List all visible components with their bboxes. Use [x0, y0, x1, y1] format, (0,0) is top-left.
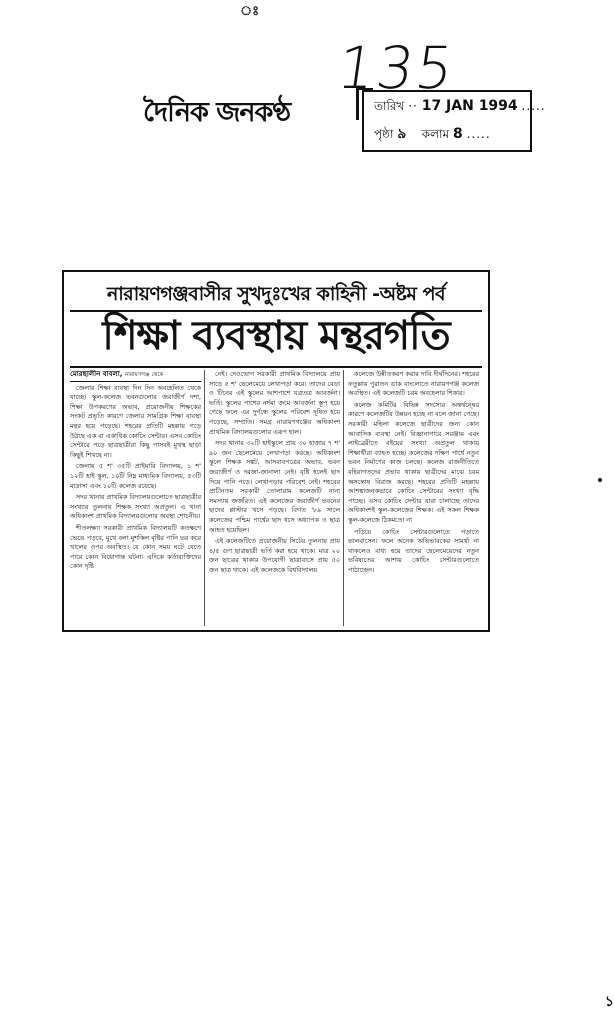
stamp-corner-mark	[356, 88, 373, 120]
byline-place: নারায়ণগঞ্জ থেকে	[124, 372, 164, 378]
article-paragraph: নেই। দেওভোগ সরকারী প্রাথমিক বিদ্যালয়ে প্রায় সাড়ে ৫ শ' ছেলেমেয়ে লেখাপড়া করে। তাদের বেড়া ও টিনের এই স্কুলের আশপাশে যত্রতত্র আবর্জনা। ভর্তি। স্কুলের পাশের নর্দমা জমে আবর্জনা স্তূপ হয়ে গেছে ফলে এর দুর্গন্ধে স্কুলের পরিবেশ দূষিত হয়ে পড়েছে, সম্প্রতি। সমগ্র নারায়ণগঞ্জের অধিকাংশ প্রাথমিক বিদ্যালয়গুলোর এরূপ হাল।	[209, 370, 340, 436]
series-headline: নারায়ণগঞ্জবাসীর সুখদুঃখের কাহিনী -অষ্টম পর্ব	[106, 283, 446, 305]
newspaper-name: দৈনিক জনকণ্ঠ	[143, 97, 291, 128]
stamp-page-value: ৯	[397, 126, 407, 142]
stamp-dots: .....	[521, 99, 546, 113]
edge-mark-bottom: ১	[604, 994, 614, 1010]
byline	[70, 370, 201, 382]
article-column-2	[209, 370, 344, 626]
article-paragraph: সদর থানার প্রাথমিক বিদ্যালয়গুলোতে ছাত্রছাত্রীর সংখ্যার তুলনায় শিক্ষক সংখ্যা অপ্রতুল। এ থানা অধিকাংশ প্রাথমিক বিদ্যালয়গুলোর অবস্থা শোচনীয়।	[70, 493, 201, 521]
article-clipping	[62, 270, 490, 632]
stamp-dots: ··	[408, 99, 418, 113]
stamp-page-row	[374, 122, 491, 146]
article-paragraph: পড়িয়ে কোচিং সেন্টারগুলোতে পড়াতে ভালবাসেন। ফলে অনেক অভিভাবকের সামর্থ্য না থাকলেও বাধ্য হয়ে তাদের ছেলেমেয়েদের নতুন ভবিষ্যতের আশায় কোচিং সেন্টারগুলোতে পাঠাচ্ছেন।	[348, 527, 479, 574]
stamp-page-label: পৃষ্ঠা	[374, 127, 394, 141]
headline-divider	[70, 366, 482, 368]
article-paragraph: সদর থানার ৩২টি হাইস্কুলে প্রায় ৩০ হাজার ৭ শ' ৯০ জন ছেলেমেয়ে লেখাপড়া করছে। অধিকাংশ স্কুলে শিক্ষক সঙ্কট, আসবাবপত্রের অভাব, ভবন জরাজীর্ণ ও দরজা-জানালা নেই। বৃষ্টি হলেই ছাদ দিয়ে পানি পড়ে। লেখাপড়ার পরিবেশ নেই। শহরের প্রাচীনতম সরকারী তোলারাম কলেজটি নানা সমস্যায় জর্জরিত। এই কলেজের জরাজীর্ণ ভবনের ছাদের প্লাস্টার খসে পড়ছে। বিগত '৮৯ সালে কলেজের পশ্চিম পার্শ্বের ছাদ ধসে অধ্যাপক ও ছাত্র আহত হয়েছিল।	[209, 439, 340, 534]
stamp-date-row	[374, 98, 546, 118]
article-paragraph: শীতলক্ষ্যা সরকারী প্রাথমিক বিদ্যালয়টি কতক্ষণে ভেঙে পড়বে, মুখে বলা মুশকিল বৃষ্টির পানি ভর করে খালের ওপর অবস্থিত। যে কোন সময় ঘটে যেতে পারে কোন বিয়োগান্ত ঘটনা। এদিকে কর্তাব্যক্তিদের কোন দৃষ্টি	[70, 523, 201, 571]
article-column-3	[348, 370, 482, 626]
handwritten-archive-number: 135	[333, 34, 460, 102]
stamp-date-value: 17 JAN 1994	[421, 98, 518, 114]
stamp-column-label: কলাম	[421, 127, 450, 141]
article-paragraph: জেলায় ৫ শ' ৩৫টি প্রাইমারি বিদ্যালয়, ১ শ' ১২টি হাই স্কুল, ১০টি নিম্ন মাধ্যমিক বিদ্যালয়, ৫৩টি মাদ্রাসা এবং ১০টি কলেজ রয়েছে।	[70, 462, 201, 490]
article-columns	[70, 370, 482, 626]
article-column-1	[70, 370, 205, 626]
article-paragraph: এই কলেজটিতে প্রয়োজনীয় সিটের তুলনায় প্রায় ৪/৫ গুণ ছাত্রছাত্রী ভর্তি করা হয়ে থাকে। মাত্র ২০ জন ছাত্রের থাকার উপযোগী ছাত্রাবাসে প্রায় ৫০ জন ছাত্র থাকে। এই কলেজকে বিশ্ববিদ্যালয়	[209, 537, 340, 574]
edge-dot	[598, 478, 602, 482]
main-headline: শিক্ষা ব্যবস্থায় মন্থরগতি	[102, 313, 450, 359]
date-stamp	[362, 90, 546, 152]
byline-name: মোরছালীন বাবলা,	[70, 370, 123, 378]
edge-mark-top: ঃ	[240, 4, 260, 19]
article-paragraph: জেলার শিক্ষা ব্যবস্থা দিন দিন অবহেলিত থেকে যাচ্ছে। স্কুল-কলেজ ভবনগুলোর জরাজীর্ণ দশা, শিক্ষা উপকরণের অভাব, প্রয়োজনীয় শিক্ষকের সংকট প্রভৃতি কারণে জেলার সামগ্রিক শিক্ষা ব্যবস্থা মন্থর হয়ে পড়েছে। শহরের প্রতিটি মহল্লায় গড়ে উঠছে এক বা একাধিক কোচিং সেন্টার। এসব কোচিং সেন্টারে পড়ে ছাত্রছাত্রীরা কিছু পাসবই মুখস্থ ছাড়া কিছুই শিখছে না।	[70, 383, 201, 459]
stamp-date-label: তারিখ	[374, 99, 405, 113]
article-paragraph: কলেজে উন্নীতকরণ করার দাবি দীর্ঘদিনের। শহরের ফতুল্লায় পুরাতন ডাক বাংলোতে নারায়ণগঞ্জ কলেজ অবস্থিত। এই কলেজটি চরম অবহেলার শিকার।	[348, 370, 479, 398]
stamp-column-value: 8	[452, 126, 463, 142]
article-paragraph: কলেজ কমিটির বিভিন্ন সদস্যের অন্তর্দ্বন্দ্বের কারণে কলেজটির উন্নয়ন হচ্ছে না বলে জানা গেছে। সরকারী মহিলা কলেজে ছাত্রীদের জন্য কোন আবাসিক ব্যবস্থা নেই। বিজ্ঞানাগারে সরঞ্জাম এবং লাইব্রেরীতে বইয়ের সংখ্যা অপ্রতুল থাকায় শিক্ষার্থীরা ব্যাহত হচ্ছে। কলেজের দক্ষিণ পার্শ্বে নতুন ভবন নির্মাণের কাজ চলছে। কলেজ রাজনীতিতে বহিরাগতদের প্রভাব থাকায় ছাত্রীদের মাঝে চরম অসন্তোষ বিরাজ করছে। শহরের প্রতিটি মহল্লায় আশঙ্কাজনকভাবে কোচিং সেন্টারের সংখ্যা বৃদ্ধি পাচ্ছে। এসব কোচিং সেন্টার যারা চালাচ্ছে তাদের অধিকাংশই স্কুল-কলেজের শিক্ষক। এই সকল শিক্ষক স্কুল-কলেজে ঠিকমতো না	[348, 400, 479, 524]
stamp-dots: .....	[466, 127, 491, 141]
